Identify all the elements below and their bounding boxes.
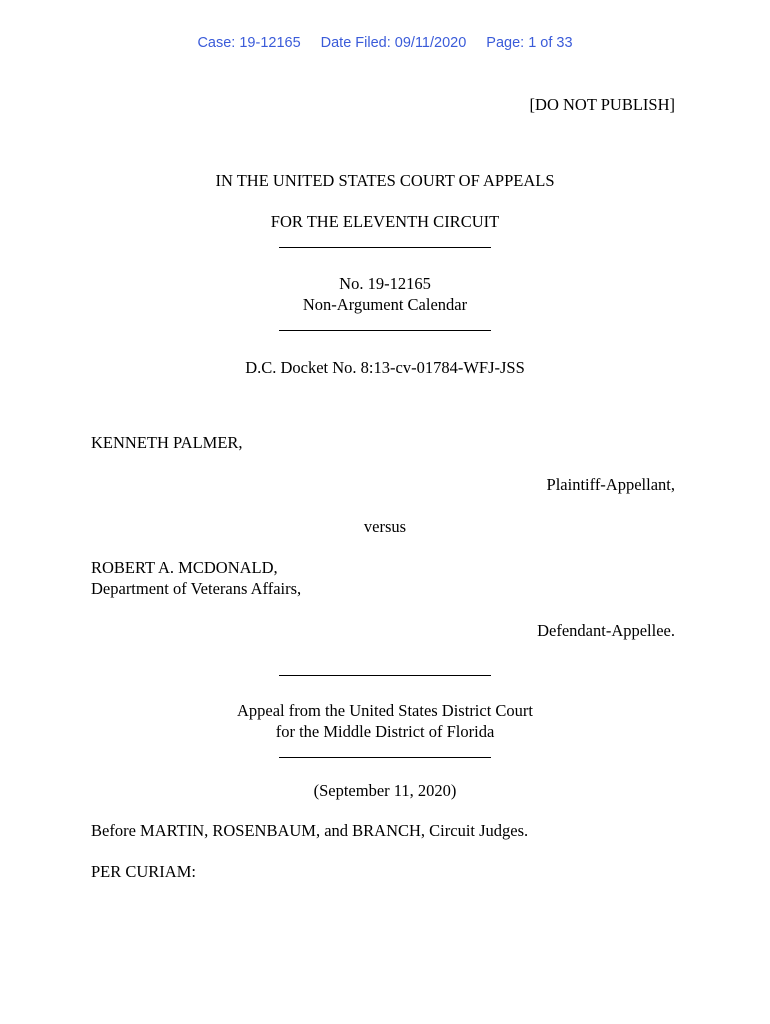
defendant-role: Defendant-Appellee.: [537, 621, 675, 640]
case-number-stamp: Case: 19-12165: [197, 35, 301, 51]
publish-notice: [DO NOT PUBLISH]: [529, 95, 675, 114]
appeal-origin: Appeal from the United States District Court: [236, 701, 534, 720]
circuit-name: FOR THE ELEVENTH CIRCUIT: [270, 212, 500, 231]
page-count-stamp: Page: 1 of 33: [486, 35, 573, 51]
plaintiff-role: Plaintiff-Appellant,: [546, 475, 675, 494]
plaintiff-name: KENNETH PALMER,: [91, 433, 243, 452]
case-number: No. 19-12165: [339, 274, 431, 293]
court-name: IN THE UNITED STATES COURT OF APPEALS: [215, 171, 555, 190]
versus-label: versus: [363, 517, 407, 536]
docket-number: D.C. Docket No. 8:13-cv-01784-WFJ-JSS: [245, 358, 525, 377]
separator-rule: [279, 675, 491, 676]
calendar-type: Non-Argument Calendar: [302, 295, 468, 314]
per-curiam-heading: PER CURIAM:: [91, 862, 196, 881]
separator-rule: [279, 247, 491, 248]
date-filed-stamp: Date Filed: 09/11/2020: [320, 35, 467, 51]
defendant-name: ROBERT A. MCDONALD,: [91, 558, 278, 577]
defendant-department: Department of Veterans Affairs,: [91, 579, 302, 598]
separator-rule: [279, 757, 491, 758]
appeal-district: for the Middle District of Florida: [275, 722, 495, 741]
separator-rule: [279, 330, 491, 331]
decision-date: (September 11, 2020): [313, 781, 457, 800]
filing-header: [0, 33, 770, 54]
panel-judges: Before MARTIN, ROSENBAUM, and BRANCH, Circuit Judges.: [91, 821, 529, 840]
